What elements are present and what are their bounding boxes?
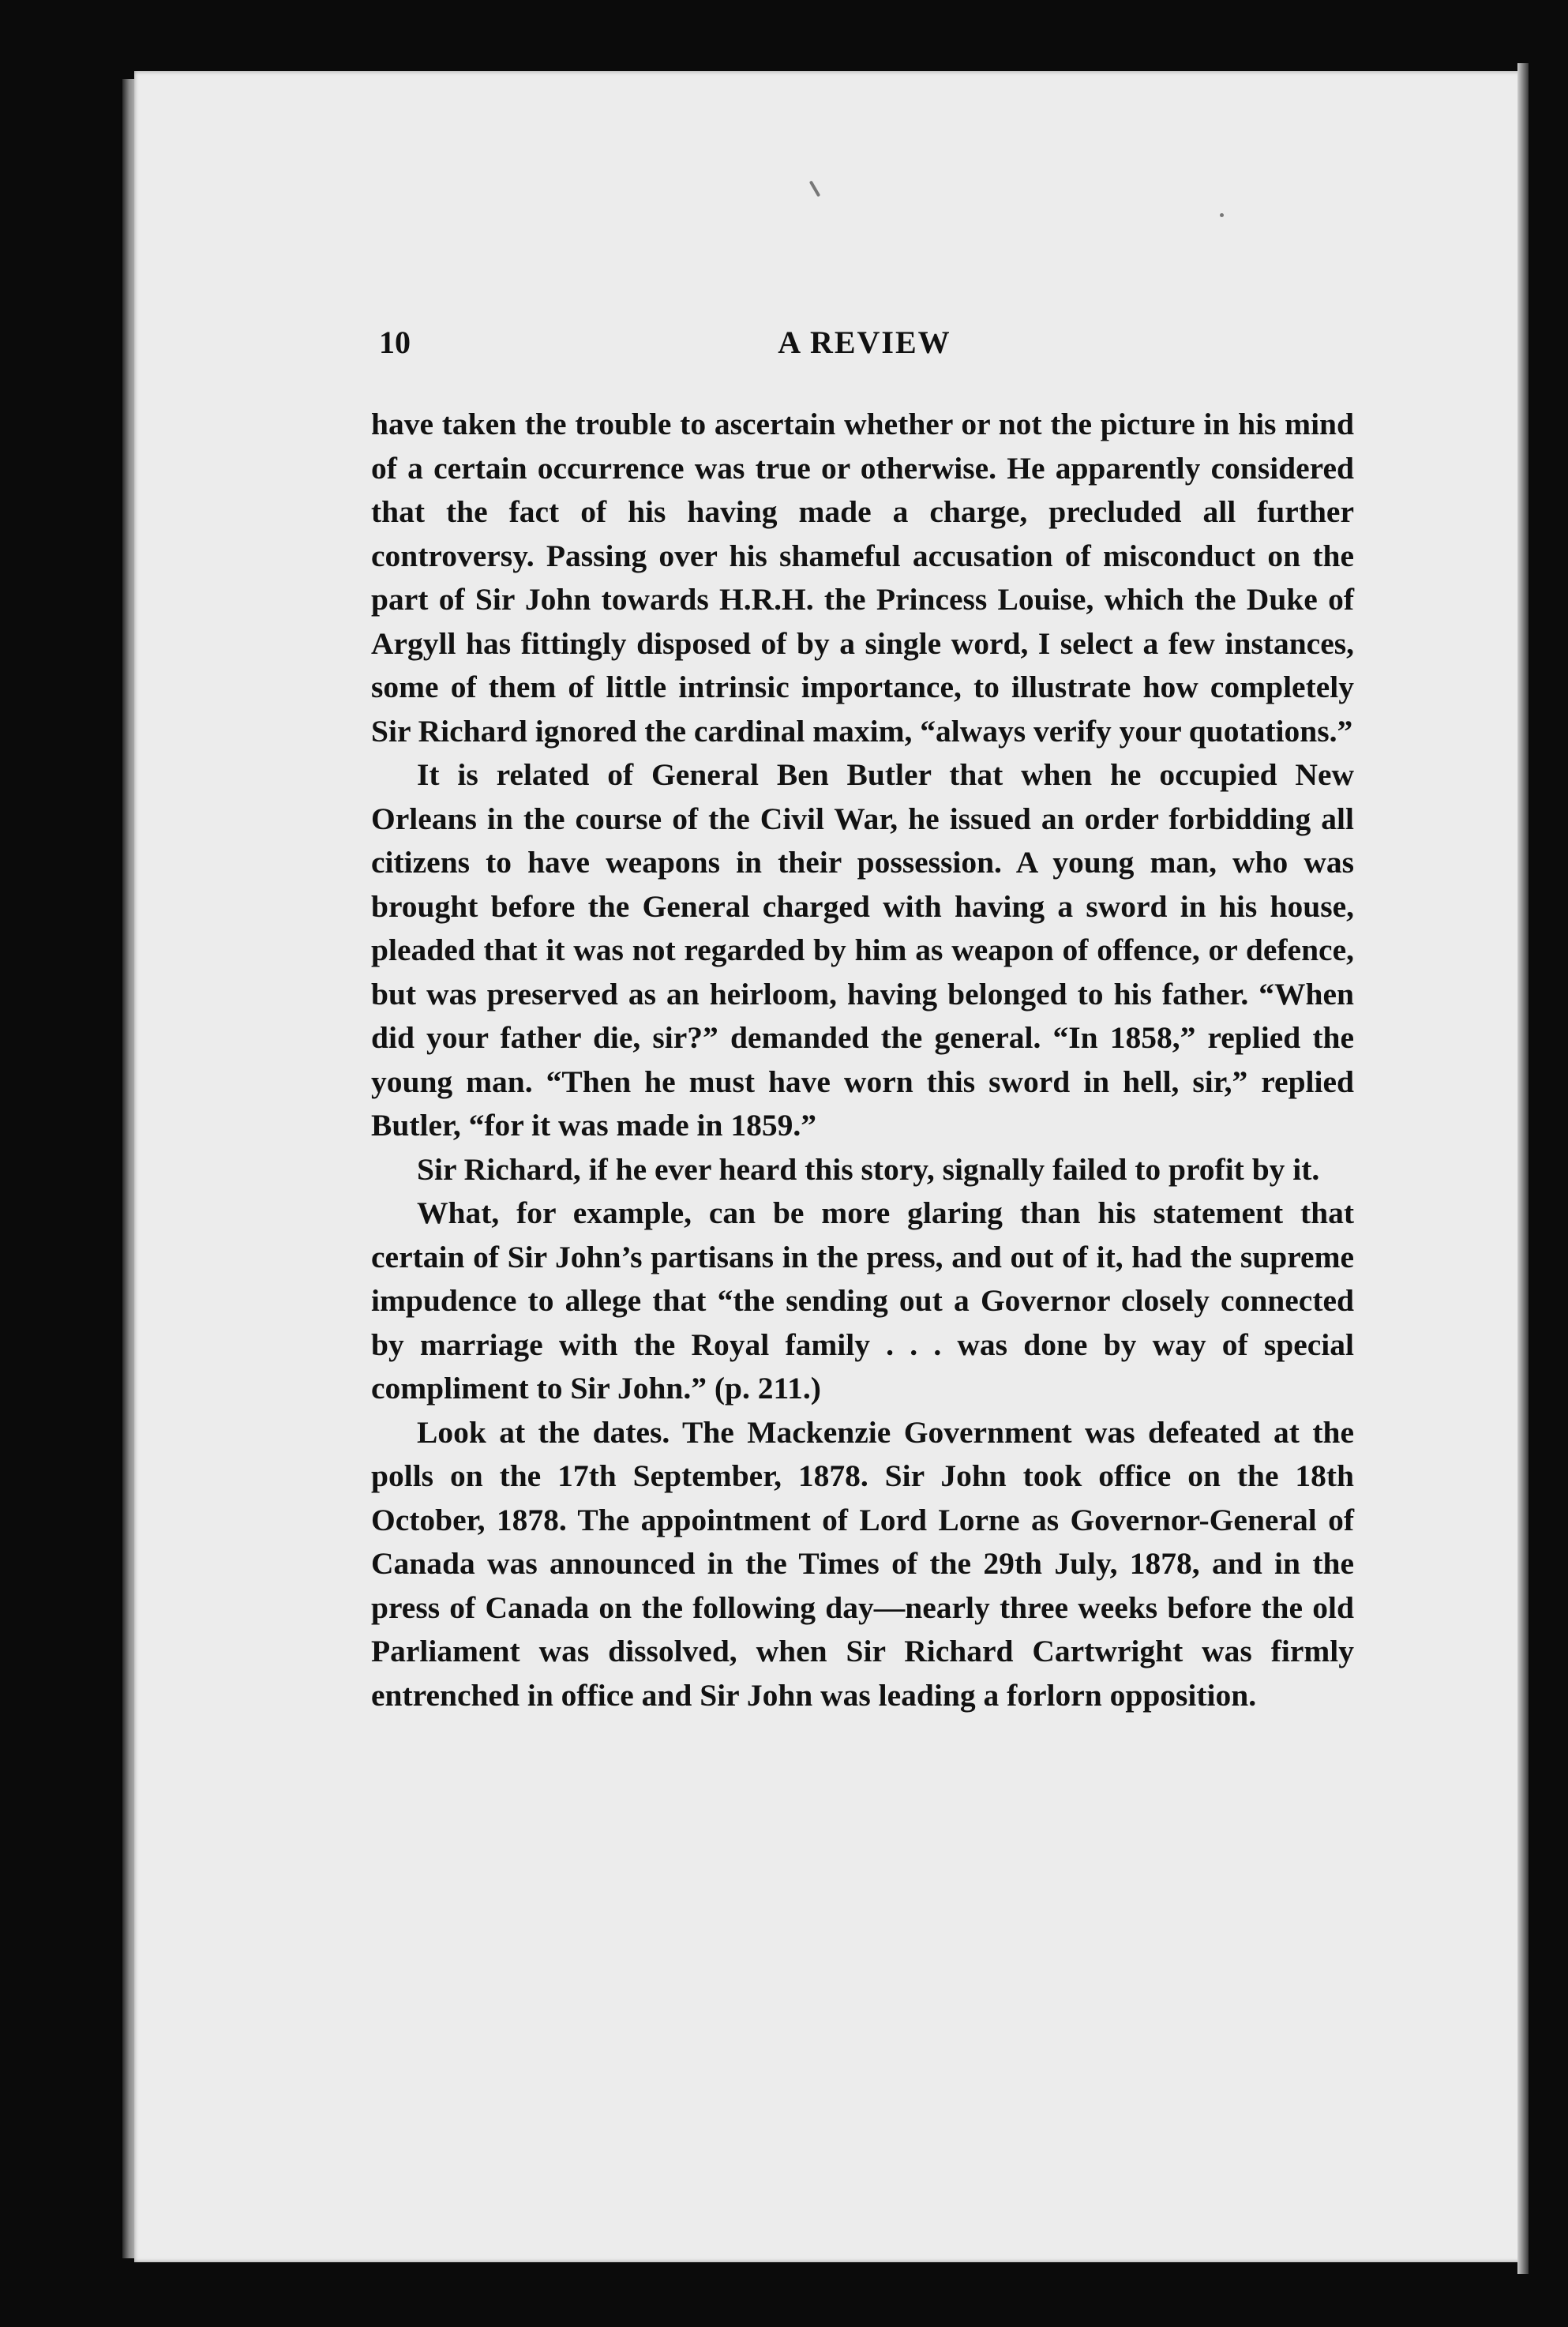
paragraph: have taken the trouble to ascertain whether or not the picture in his mind of a certain occurrence was true or otherwise. He apparently considered that the fact of his having made a charge, precluded all further controversy. Passing over his shameful accusation of misconduct on the part of Sir John towards H.R.H. the Princess Louise, which the Duke of Argyll has fittingly disposed of by a single word, I select a few instances, some of them of little intrinsic importance, to illustrate how completely Sir Richard ignored the cardinal maxim, “always verify your quotations.” — [371, 407, 1354, 749]
body-text — [371, 403, 1354, 1717]
page-number: 10 — [379, 325, 411, 360]
dust-speck — [1220, 213, 1224, 217]
page-header — [379, 324, 1350, 379]
page-right-edge — [1517, 63, 1529, 2274]
running-head: A REVIEW — [778, 325, 951, 360]
paragraph: Sir Richard, if he ever heard this story, signally failed to profit by it. — [417, 1151, 1320, 1187]
paragraph: What, for example, can be more glaring than his statement that certain of Sir John’s partisans in the press, and out of it, had the supreme impudence to allege that “the sending out a Governor closely connected by marriage with the Royal family . . . was done by way of special compliment to Sir John.” (p. 211.) — [371, 1195, 1354, 1406]
paragraph: Look at the dates. The Mackenzie Government was defeated at the polls on the 17th September, 1878. Sir John took office on the 18th October, 1878. The appointment of Lord Lorne as Governor-General of Canada was announced in the Times of the 29th July, 1878, and in the press of Canada on the following day—nearly three weeks before the old Parliament was dissolved, when Sir Richard Cartwright was firmly entrenched in office and Sir John was leading a forlorn opposition. — [371, 1414, 1354, 1713]
paragraph: It is related of General Ben Butler that when he occupied New Orleans in the course of the Civil War, he issued an order forbidding all citizens to have weapons in their possession. A young man, who was brought before the General charged with having a sword in his house, pleaded that it was not regarded by him as weapon of offence, or defence, but was preserved as an heirloom, having belonged to his father. “When did your father die, sir?” demanded the general. “In 1858,” replied the young man. “Then he must have worn this sword in hell, sir,” replied Butler, “for it was made in 1859.” — [371, 757, 1354, 1143]
